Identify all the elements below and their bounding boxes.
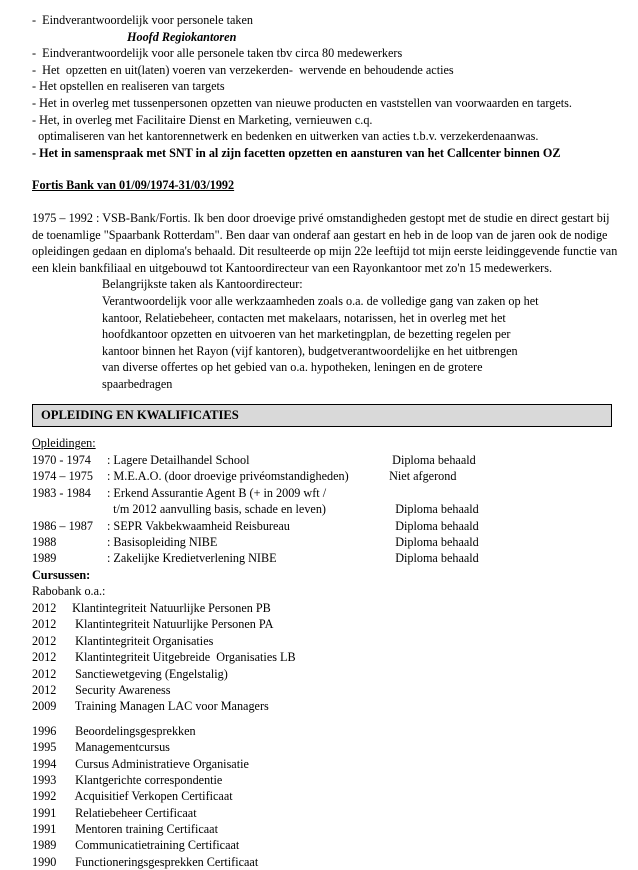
duty-line: van diverse offertes op het gebied van o.a. hypotheken, leningen en de grotere — [102, 360, 483, 375]
list-item — [32, 805, 624, 821]
bullet-line: optimaliseren van het kantorennetwerk en bedenken en uitwerken van acties t.b.v. verzekerdenaanwas. — [32, 129, 539, 144]
edu-name: : Basisopleiding NIBE — [107, 535, 218, 550]
course-year: 2012 — [32, 650, 57, 665]
fortis-paragraph: 1975 – 1992 : VSB-Bank/Fortis. Ik ben door droevige privé omstandigheden gestopt met de studie en direct gestart bij de toenamlige "Spaarbank Rotterdam". Ben daar van onderaf aan gestart en heb in de loop van de jaren ook de nodige opleidingen gedaan en diploma's behaald. Dit resulteerde op mijn 22e leeftijd tot mijn eerste leidinggevende functie van een klein bankfiliaal en uitgebouwd tot Kantoordirecteur van een Rayonkantoor met zo'n 15 medewerkers. — [32, 210, 618, 275]
duty-line: hoofdkantoor opzetten en uitvoeren van het marketingplan, de bezetting regelen per — [102, 327, 511, 342]
course-year: 1993 — [32, 772, 57, 787]
edu-years: 1986 – 1987 — [32, 518, 93, 533]
duty-line: kantoor, Relatiebeheer, contacten met makelaars, notarissen, het in overleg met het — [102, 310, 506, 325]
list-item — [32, 821, 624, 837]
edu-name: : Erkend Assurantie Agent B (+ in 2009 wft / — [107, 485, 327, 500]
course-name: Cursus Administratieve Organisatie — [66, 756, 249, 771]
course-year: 2009 — [32, 699, 57, 714]
course-name: Klantintegriteit Organisaties — [66, 633, 214, 648]
course-year: 1991 — [32, 822, 57, 837]
table-row — [32, 452, 624, 468]
table-row — [32, 468, 624, 484]
fortis-duties — [32, 276, 624, 392]
list-item — [32, 854, 624, 870]
edu-status: Diploma behaald — [383, 518, 479, 533]
course-name: Mentoren training Certificaat — [66, 822, 218, 837]
list-item — [32, 600, 624, 616]
edu-status: Diploma behaald — [383, 551, 479, 566]
course-name: Acquisitief Verkopen Certificaat — [66, 789, 233, 804]
edu-status: Diploma behaald — [383, 535, 479, 550]
rabobank-label: Rabobank o.a.: — [32, 584, 106, 599]
bullet-line-bold: - Het in samenspraak met SNT in al zijn facetten opzetten en aansturen van het Callcenter binnen OZ — [32, 145, 561, 160]
table-row — [32, 485, 624, 501]
course-name: Training Managen LAC voor Managers — [66, 699, 269, 714]
list-item — [32, 739, 624, 755]
edu-years: 1989 — [32, 551, 57, 566]
course-year: 2012 — [32, 682, 57, 697]
course-year: 2012 — [32, 666, 57, 681]
opleidingen-table — [32, 452, 624, 567]
cursussen-list-a — [32, 600, 624, 715]
list-item — [32, 788, 624, 804]
table-row — [32, 518, 624, 534]
course-name: Communicatietraining Certificaat — [66, 838, 240, 853]
edu-name: : M.E.A.O. (door droevige privéomstandigheden) — [107, 469, 349, 484]
edu-status: Diploma behaald — [383, 453, 476, 468]
list-item — [32, 772, 624, 788]
edu-status: Niet afgerond — [383, 469, 457, 484]
course-year: 1991 — [32, 805, 57, 820]
opleidingen-label: Opleidingen: — [32, 436, 96, 451]
course-name: Klantintegriteit Natuurlijke Personen PB — [66, 600, 271, 615]
course-year: 1990 — [32, 854, 57, 869]
course-name: Security Awareness — [66, 682, 171, 697]
table-row — [32, 534, 624, 550]
course-name: Relatiebeheer Certificaat — [66, 805, 197, 820]
list-item — [32, 616, 624, 632]
course-year: 2012 — [32, 633, 57, 648]
subheading-hoofd-regiokantoren: Hoofd Regiokantoren — [127, 29, 237, 44]
course-name: Beoordelingsgesprekken — [66, 723, 196, 738]
list-item — [32, 649, 624, 665]
course-name: Klantintegriteit Uitgebreide Organisaties LB — [66, 650, 296, 665]
course-year: 1994 — [32, 756, 57, 771]
table-row — [32, 550, 624, 566]
edu-name: : SEPR Vakbekwaamheid Reisbureau — [107, 518, 290, 533]
cv-page — [32, 12, 624, 870]
bullet-line: - Het opzetten en uit(laten) voeren van verzekerden- wervende en behoudende acties — [32, 62, 454, 77]
duty-line: kantoor binnen het Rayon (vijf kantoren), budgetverantwoordelijke en het uitbrengen — [102, 343, 518, 358]
course-year: 2012 — [32, 600, 57, 615]
table-row — [32, 501, 624, 517]
list-item — [32, 698, 624, 714]
course-year: 1995 — [32, 740, 57, 755]
list-item — [32, 666, 624, 682]
duty-line: Verantwoordelijk voor alle werkzaamheden zoals o.a. de volledige gang van zaken op het — [102, 293, 539, 308]
cursussen-list-b — [32, 723, 624, 870]
cursussen-label: Cursussen: — [32, 567, 91, 582]
course-name: Sanctiewetgeving (Engelstalig) — [66, 666, 228, 681]
edu-years: 1988 — [32, 535, 57, 550]
course-name: Managementcursus — [66, 740, 170, 755]
fortis-heading: Fortis Bank van 01/09/1974-31/03/1992 — [32, 178, 235, 193]
list-item — [32, 682, 624, 698]
edu-years — [32, 501, 107, 517]
bullet-line: - Eindverantwoordelijk voor personele taken — [32, 13, 253, 27]
section-header-opleiding: OPLEIDING EN KWALIFICATIES — [32, 404, 612, 427]
course-name: Klantgerichte correspondentie — [66, 772, 223, 787]
bullet-line: - Het opstellen en realiseren van targets — [32, 79, 225, 94]
course-year: 1989 — [32, 838, 57, 853]
edu-name: : Zakelijke Kredietverlening NIBE — [107, 551, 277, 566]
bullet-line: - Het, in overleg met Facilitaire Dienst en Marketing, vernieuwen c.q. — [32, 112, 373, 127]
bullet-line: - Het in overleg met tussenpersonen opzetten van nieuwe producten en vaststellen van voorwaarden en targets. — [32, 95, 572, 110]
course-year: 2012 — [32, 617, 57, 632]
edu-name: : Lagere Detailhandel School — [107, 453, 250, 468]
bullet-line: - Eindverantwoordelijk voor alle personele taken tbv circa 80 medewerkers — [32, 46, 403, 61]
list-item — [32, 837, 624, 853]
course-year: 1996 — [32, 723, 57, 738]
list-item — [32, 633, 624, 649]
list-item — [32, 723, 624, 739]
edu-status — [383, 485, 583, 501]
edu-years: 1974 – 1975 — [32, 469, 93, 484]
course-name: Functioneringsgesprekken Certificaat — [66, 854, 259, 869]
edu-name: t/m 2012 aanvulling basis, schade en leven) — [107, 502, 326, 517]
edu-years: 1970 - 1974 — [32, 453, 91, 468]
course-year: 1992 — [32, 789, 57, 804]
edu-status: Diploma behaald — [383, 502, 479, 517]
list-item — [32, 756, 624, 772]
edu-years: 1983 - 1984 — [32, 485, 91, 500]
duty-line: Belangrijkste taken als Kantoordirecteur: — [102, 277, 303, 292]
duty-line: spaarbedragen — [102, 376, 173, 391]
course-name: Klantintegriteit Natuurlijke Personen PA — [66, 617, 274, 632]
